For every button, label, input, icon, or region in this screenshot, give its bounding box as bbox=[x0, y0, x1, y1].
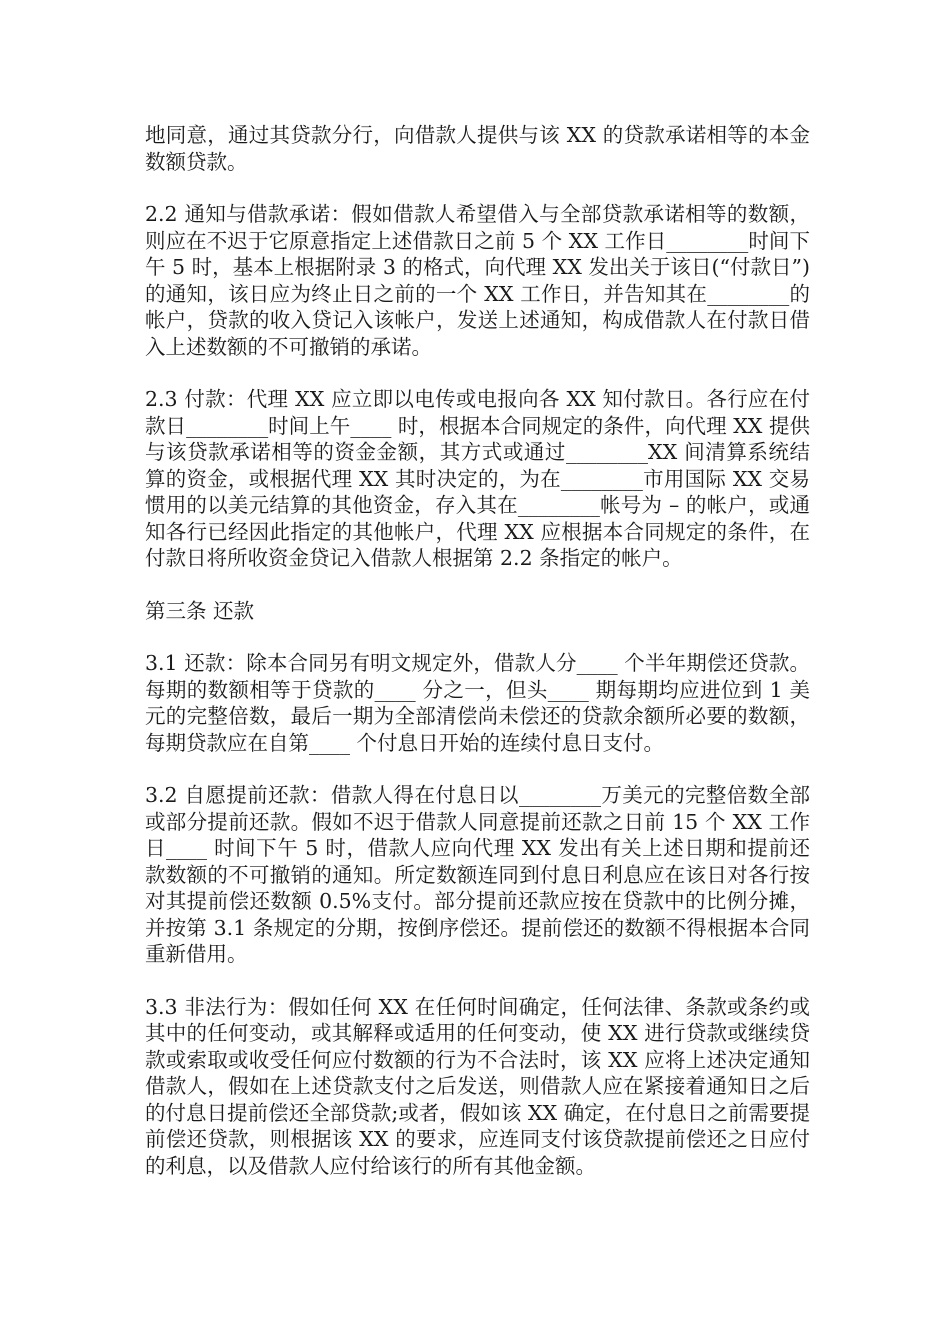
section-heading-article-3: 第三条 还款 bbox=[145, 598, 255, 623]
paragraph-clause-3-1: 3.1 还款：除本合同另有明文规定外，借款人分____ 个半年期偿还贷款。每期的数额相等于贷款的____ 分之一，但头____ 期每期均应进位到 1 美元的完整倍数，最后一期为全部清偿尚未偿还的贷款余额所必要的数额，每期贷款应在自第____ 个付息日开始的连续付息日支付。 bbox=[145, 651, 810, 755]
paragraph-clause-2-2: 2.2 通知与借款承诺：假如借款人希望借入与全部贷款承诺相等的数额，则应在不迟于它原意指定上述借款日之前 5 个 XX 工作日________时间下午 5 时，基本上根据附录 3 的格式，向代理 XX 发出关于该日(“付款日”)的通知，该日应为终止日之前的一个 XX 工作日，并告知其在________的帐户，贷款的收入贷记入该帐户，发送上述通知，构成借款人在付款日借入上述数额的不可撤销的承诺。 bbox=[145, 202, 810, 359]
paragraph-continuation: 地同意，通过其贷款分行，向借款人提供与该 XX 的贷款承诺相等的本金数额贷款。 bbox=[145, 123, 810, 174]
paragraph-clause-3-2: 3.2 自愿提前还款：借款人得在付息日以________万美元的完整倍数全部或部分提前还款。假如不迟于借款人同意提前还款之日前 15 个 XX 工作日____ 时间下午 5 时，借款人应向代理 XX 发出有关上述日期和提前还款数额的不可撤销的通知。所定数额连同到付息日利息应在该日对各行按对其提前偿还数额 0.5%支付。部分提前还款应按在贷款中的比例分摊，并按第 3.1 条规定的分期，按倒序偿还。提前偿还的数额不得根据本合同重新借用。 bbox=[145, 783, 810, 966]
paragraph-clause-2-3: 2.3 付款：代理 XX 应立即以电传或电报向各 XX 知付款日。各行应在付款日________时间上午____ 时，根据本合同规定的条件，向代理 XX 提供与该贷款承诺相等的资金金额，其方式或通过________XX 间清算系统结算的资金，或根据代理 XX 其时决定的，为在________市用国际 XX 交易惯用的以美元结算的其他资金，存入其在________帐号为 – 的帐户，或通知各行已经因此指定的其他帐户，代理 XX 应根据本合同规定的条件，在付款日将所收资金贷记入借款人根据第 2.2 条指定的帐户。 bbox=[145, 387, 810, 570]
paragraph-clause-3-3: 3.3 非法行为：假如任何 XX 在任何时间确定，任何法律、条款或条约或其中的任何变动，或其解释或适用的任何变动，使 XX 进行贷款或继续贷款或索取或收受任何应付数额的行为不合法时，该 XX 应将上述决定通知借款人，假如在上述贷款支付之后发送，则借款人应在紧接着通知日之后的付息日提前偿还全部贷款;或者，假如该 XX 确定，在付息日之前需要提前偿还贷款，则根据该 XX 的要求，应连同支付该贷款提前偿还之日应付的利息，以及借款人应付给该行的所有其他金额。 bbox=[145, 994, 810, 1178]
